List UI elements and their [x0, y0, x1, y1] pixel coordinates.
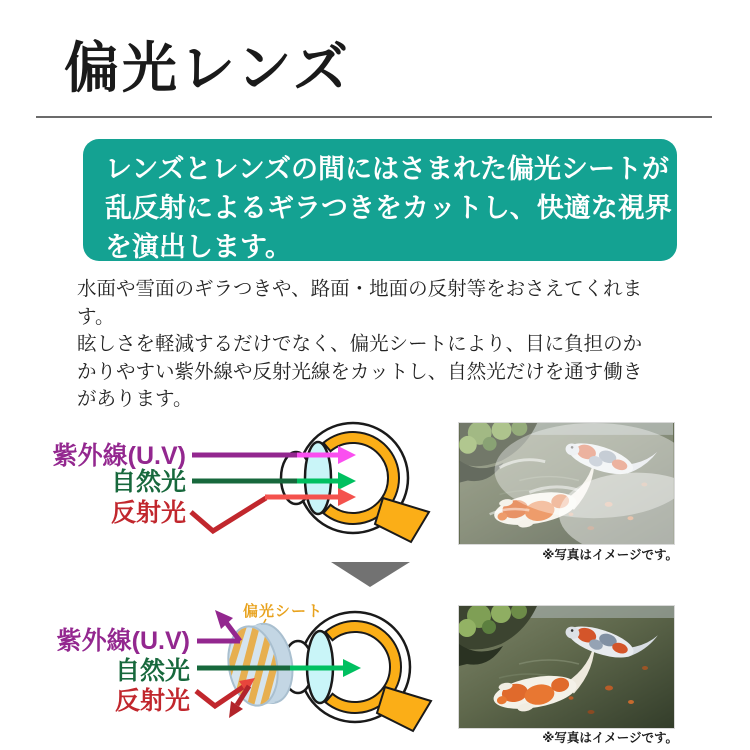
- highlight-line: を演出します。: [105, 232, 292, 262]
- highlight-line: レンズとレンズの間にはさまれた偏光シートが: [105, 154, 670, 184]
- title-underline: [36, 116, 712, 118]
- body-line: 水面や雪面のギラつきや、路面・地面の反射等をおさえてくれま: [77, 278, 643, 300]
- body-line: す。: [77, 305, 115, 328]
- eye-icon: [283, 612, 431, 731]
- photo-caption: ※写真はイメージです。: [542, 731, 678, 745]
- uv-label: 紫外線(U.V): [52, 442, 186, 470]
- highlight-line: 乱反射によるギラつきをカットし、快適な視界: [105, 193, 672, 223]
- sheet-label: 偏光シート: [242, 603, 324, 620]
- highlight-callout: [83, 139, 677, 261]
- body-line: があります。: [77, 388, 193, 410]
- clear-photo: [458, 605, 675, 729]
- diagram-without-sheet: [53, 423, 429, 542]
- body-line: かりやすい紫外線や反射光線をカットし、自然光だけを通す働き: [77, 360, 643, 383]
- glare-overlay: [460, 423, 674, 544]
- down-arrow-icon: [331, 562, 410, 587]
- photo-caption: ※写真はイメージです。: [542, 548, 678, 562]
- reflected-light-label: 反射光: [110, 499, 186, 527]
- glare-photo: [458, 422, 675, 545]
- uv-ray-arrow-icon: [197, 610, 240, 641]
- diagram-with-sheet: [57, 602, 431, 731]
- natural-light-label: 自然光: [110, 468, 186, 496]
- natural-light-label: 自然光: [114, 657, 190, 685]
- body-line: 眩しさを軽減するだけでなく、偏光シートにより、目に負担のか: [77, 333, 643, 355]
- light-path-diagrams: [0, 405, 460, 750]
- reflected-light-label: 反射光: [114, 687, 190, 715]
- body-paragraphs: [77, 276, 642, 414]
- uv-label: 紫外線(U.V): [56, 627, 190, 655]
- page-title: 偏光レンズ: [64, 37, 351, 99]
